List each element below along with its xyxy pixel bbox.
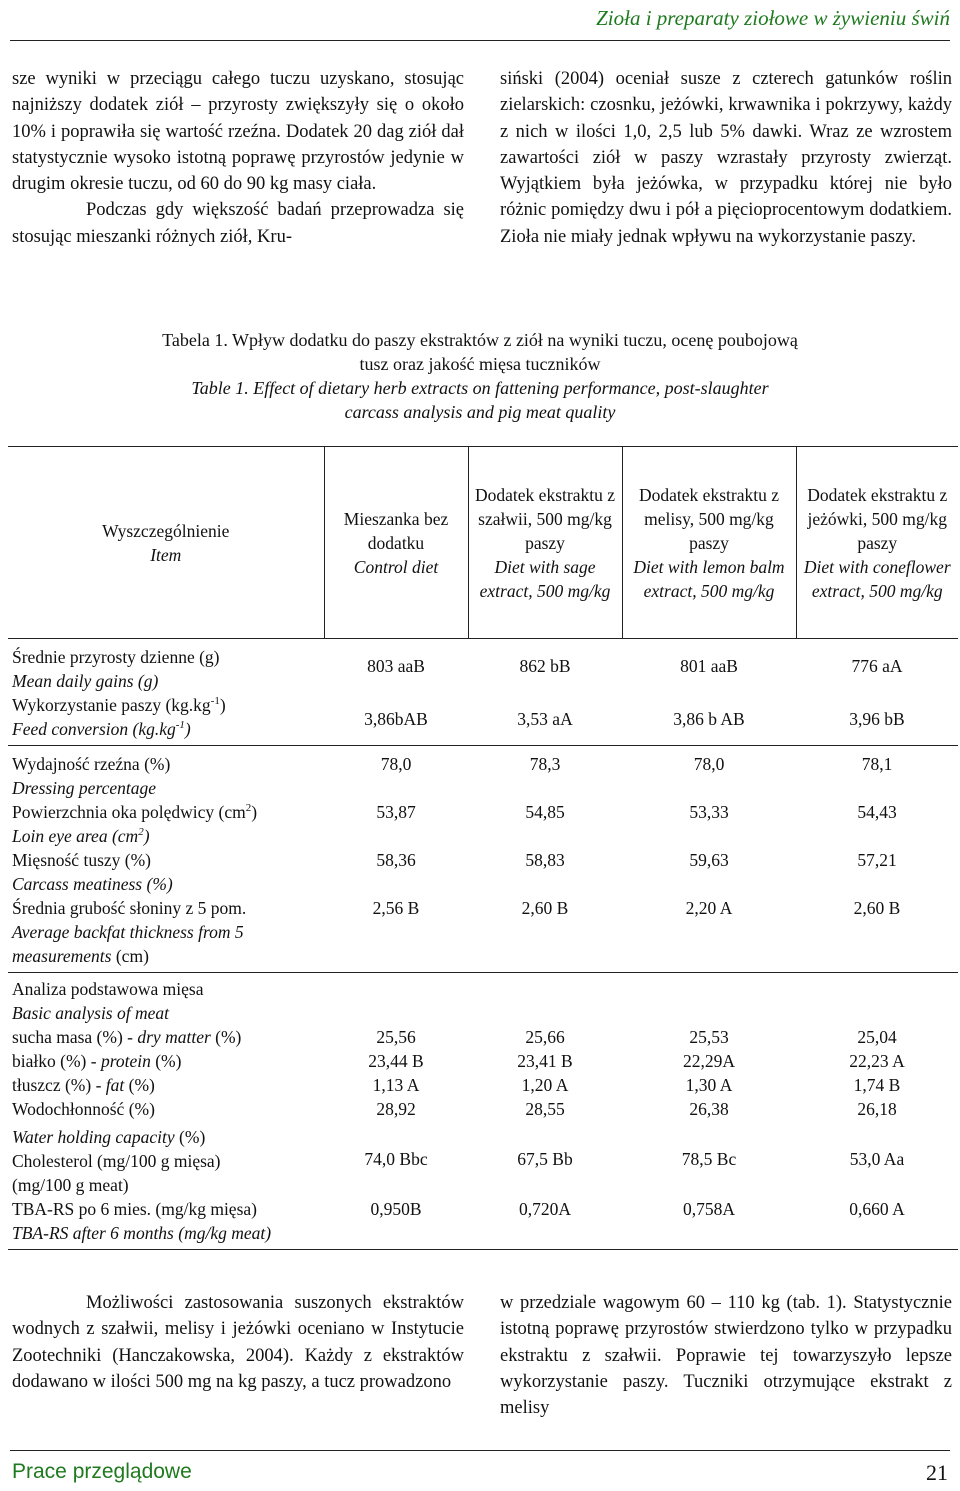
table-row: Mięsność tuszy (%) Carcass meatiness (%) 58,36 58,83 59,63 57,21 [12, 850, 897, 894]
table-row: Analiza podstawowa mięsa Basic analysis of meat [12, 979, 204, 1023]
intro-left-paragraph-2: Podczas gdy większość badań przeprowadza się stosując mieszanki różnych ziół, Kru- [12, 200, 464, 247]
table-row: Powierzchnia oka polędwicy $(cm^2)$ Loin eye area $(cm^2)$ 53,87 54,85 53,33 54,43 [12, 802, 897, 846]
table-row: Wydajność rzeźna (%) Dressing percentage 78,0 78,3 78,0 78,1 [12, 754, 893, 798]
table-row: Wykorzystanie paszy $(kg.kg^{-1})$ Feed conversion $(kg.kg^{-1})$ 3,86bAB 3,53 aA 3,86 b AB 3,96 bB [8, 693, 958, 746]
table-row: Water holding capacity (%) Cholesterol (mg/100 g mięsa) (mg/100 g meat) 74,0 Bbc 67,5 Bb 78,5 Bc 53,0 Aa [12, 1127, 905, 1195]
table-row: tłuszcz (%) - fat (%) 1,13 A 1,20 A 1,30 A 1,74 B [12, 1075, 901, 1095]
results-table [8, 446, 958, 1250]
table-row: Średnie przyrosty dzienne (g) Mean daily gains (g) 803 aaB 862 bB 801 aaB 776 aA [12, 647, 903, 691]
bottom-left-paragraph: Możliwości zastosowania suszonych ekstraktów wodnych z szałwii, melisy i jeżówki oceniano w Instytucie Zootechniki (Hanczakowska, 2004). Każdy z ekstraktów dodawano w ilości 500 mg na kg paszy, a tucz prowadzono [12, 1293, 464, 1392]
bottom-right-paragraph: w przedziale wagowym 60 – 110 kg (tab. 1). Statystycznie istotną poprawę przyrostów stwierdzono tylko w przypadku ekstraktu z szałwii. Poprawie tej towarzyszyło lepsze wykorzystanie paszy. Tuczniki otrzymujące ekstrakt z melisy [500, 1293, 952, 1419]
intro-left-paragraph-1: sze wyniki w przeciągu całego tuczu uzyskano, stosując najniższy dodatek ziół – przyrosty zwiększyły się o około 10% i poprawiła się wartość rzeźna. Dodatek 20 dag ziół dał statystycznie wysoko istotną poprawę przyrostów jedynie w drugim okresie tuczu, od 60 do 90 kg masy ciała. [12, 69, 464, 195]
table-header-row [8, 447, 958, 639]
bottom-left-column [12, 1290, 464, 1395]
page-number: 21 [926, 1460, 948, 1485]
header-coneflower: Dodatek ekstraktu z jeżówki, 500 mg/kg paszy Diet with coneflower extract, 500 mg/kg [796, 447, 958, 639]
table-caption [0, 328, 960, 424]
header-lemon-balm: Dodatek ekstraktu z melisy, 500 mg/kg paszy Diet with lemon balm extract, 500 mg/kg [622, 447, 796, 639]
caption-en-line-2: carcass analysis and pig meat quality [344, 402, 616, 422]
bottom-right-column [500, 1290, 952, 1421]
running-title: Zioła i preparaty ziołowe w żywieniu świń [596, 6, 950, 30]
table-row: białko (%) - protein (%) 23,44 B 23,41 B 22,29A 22,23 A [12, 1051, 905, 1071]
header-rule [10, 40, 950, 41]
table-row: sucha masa (%) - dry matter (%) 25,56 25,66 25,53 25,04 [12, 1027, 897, 1047]
header-item: Wyszczególnienie Item [102, 520, 230, 565]
table-row: TBA-RS po 6 mies. (mg/kg mięsa) TBA-RS after 6 months (mg/kg meat) 0,950B 0,720A 0,758A 0,660 A [8, 1197, 958, 1250]
caption-pl-line-1: Tabela 1. Wpływ dodatku do paszy ekstraktów z ziół na wyniki tuczu, ocenę poubojową [162, 330, 798, 350]
caption-pl-line-2: tusz oraz jakość mięsa tuczników [359, 354, 601, 374]
header-control: Mieszanka bez dodatku Control diet [324, 447, 468, 639]
caption-en-line-1: Table 1. Effect of dietary herb extracts on fattening performance, post-slaughter [191, 378, 769, 398]
intro-right-paragraph: siński (2004) oceniał susze z czterech gatunków roślin zielarskich: czosnku, jeżówki, krwawnika i pokrzywy, każdy z nich w ilości 1,0, 2,5 lub 5% dawki. Wraz ze wzrostem zawartości ziół w paszy wzrastały przyrosty zwierząt. Wyjątkiem była jeżówka, w przypadku której nie było różnic pomiędzy dwu i pół a pięcioprocentowym dodatkiem. Zioła nie miały jednak wpływu na wykorzystanie paszy. [500, 69, 952, 247]
header-sage: Dodatek ekstraktu z szałwii, 500 mg/kg paszy Diet with sage extract, 500 mg/kg [468, 447, 622, 639]
footer-section-label: Prace przeglądowe [12, 1460, 192, 1483]
intro-left-column [12, 66, 464, 250]
intro-right-column [500, 66, 952, 250]
footer-rule [10, 1450, 950, 1451]
table-row: Średnia grubość słoniny z 5 pom. Average backfat thickness from 5 measurements (cm) 2,56 B 2,60 B 2,20 A 2,60 B [8, 896, 958, 973]
table-row: Wodochłonność (%) 28,92 28,55 26,38 26,18 [12, 1099, 897, 1119]
